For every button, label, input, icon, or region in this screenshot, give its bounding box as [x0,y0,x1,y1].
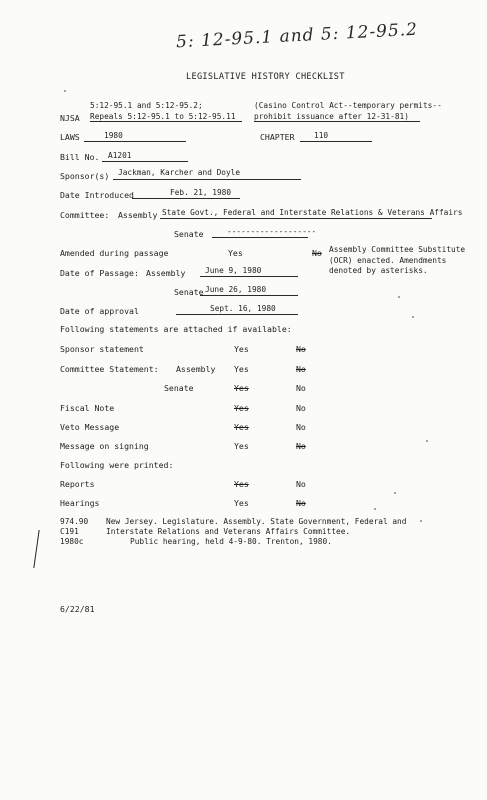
sponsor-statement-yes: Yes [234,344,249,354]
laws-value: 1980 [104,131,123,140]
reports-no: No [296,479,306,489]
sponsors-value: Jackman, Karcher and Doyle [118,168,241,177]
printed-heading: Following were printed: [60,460,174,470]
veto-message-label: Veto Message [60,422,120,432]
amended-yes: Yes [228,248,243,258]
sponsor-statement-no: No [296,344,306,354]
fiscal-note-no: No [296,403,306,413]
bill-value: A1201 [108,151,132,160]
hearings-label: Hearings [60,498,100,508]
date-introduced-label: Date Introduced [60,190,134,200]
committee-senate-value: ------------------- [227,227,317,236]
amended-note1: Assembly Committee Substitute [329,245,466,254]
chapter-label: CHAPTER [260,132,295,142]
committee-statement-assembly-no: No [296,364,306,374]
citation-text3: Public hearing, held 4-9-80. Trenton, 1980. [130,537,332,546]
laws-label: LAWS [60,132,80,142]
approval-label: Date of approval [60,306,139,316]
hearings-no: No [296,498,306,508]
citation-text1: New Jersey. Legislature. Assembly. State Government, Federal and [106,517,407,526]
citation-text2: Interstate Relations and Veterans Affairs Committee. [106,527,351,536]
reports-label: Reports [60,479,95,489]
committee-statement-senate-label: Senate [164,383,194,393]
committee-statement-assembly-label: Assembly [176,364,216,374]
veto-message-yes: Yes [234,422,249,432]
reports-yes: Yes [234,479,249,489]
committee-statement-label: Committee Statement: [60,364,159,374]
njsa-line2: Repeals 5:12-95.1 to 5:12-95.11 [90,112,242,122]
bill-label: Bill No. [60,152,100,162]
veto-message-no: No [296,422,306,432]
njsa-line1: 5:12-95.1 and 5:12-95.2; [90,101,203,110]
citation-call3: 1980c [60,537,84,546]
passage-senate-label: Senate [174,287,204,297]
citation-call1: 974.90 [60,517,89,526]
committee-statement-senate-no: No [296,383,306,393]
chapter-value: 110 [314,131,329,140]
footer-date: 6/22/81 [60,604,95,614]
passage-assembly-value: June 9, 1980 [205,266,262,275]
sponsor-statement-label: Sponsor statement [60,344,144,354]
page-title: LEGISLATIVE HISTORY CHECKLIST [186,72,345,82]
committee-label: Committee: [60,210,110,220]
fiscal-note-label: Fiscal Note [60,403,115,413]
njsa-note2: prohibit issuance after 12-31-81) [254,112,420,122]
passage-assembly-label: Assembly [146,268,186,278]
amended-no: No [312,248,322,258]
approval-value: Sept. 16, 1980 [210,304,276,313]
signing-message-yes: Yes [234,441,249,451]
passage-senate-value: June 26, 1980 [205,285,267,294]
committee-statement-assembly-yes: Yes [234,364,249,374]
date-introduced-value: Feb. 21, 1980 [170,188,232,197]
fiscal-note-yes: Yes [234,403,249,413]
signing-message-no: No [296,441,306,451]
amended-label: Amended during passage [60,248,169,258]
committee-statement-senate-yes: Yes [234,383,249,393]
passage-label: Date of Passage: [60,268,139,278]
committee-senate-label: Senate [174,229,204,239]
hearings-yes: Yes [234,498,249,508]
njsa-note1: (Casino Control Act--temporary permits-- [254,101,442,110]
handwritten-bracket [33,530,45,568]
amended-note2: (OCR) enacted. Amendments [329,256,447,265]
sponsors-label: Sponsor(s) [60,171,110,181]
attached-heading: Following statements are attached if available: [60,324,292,334]
amended-note3: denoted by asterisks. [329,266,428,275]
signing-message-label: Message on signing [60,441,149,451]
handwritten-header: 5: 12-95.1 and 5: 12-95.2 [175,19,419,53]
committee-assembly-value: State Govt., Federal and Interstate Relations & Veterans Affairs [162,208,463,217]
citation-call2: C191 [60,527,79,536]
committee-assembly-label: Assembly [118,210,158,220]
njsa-label: NJSA [60,113,80,123]
